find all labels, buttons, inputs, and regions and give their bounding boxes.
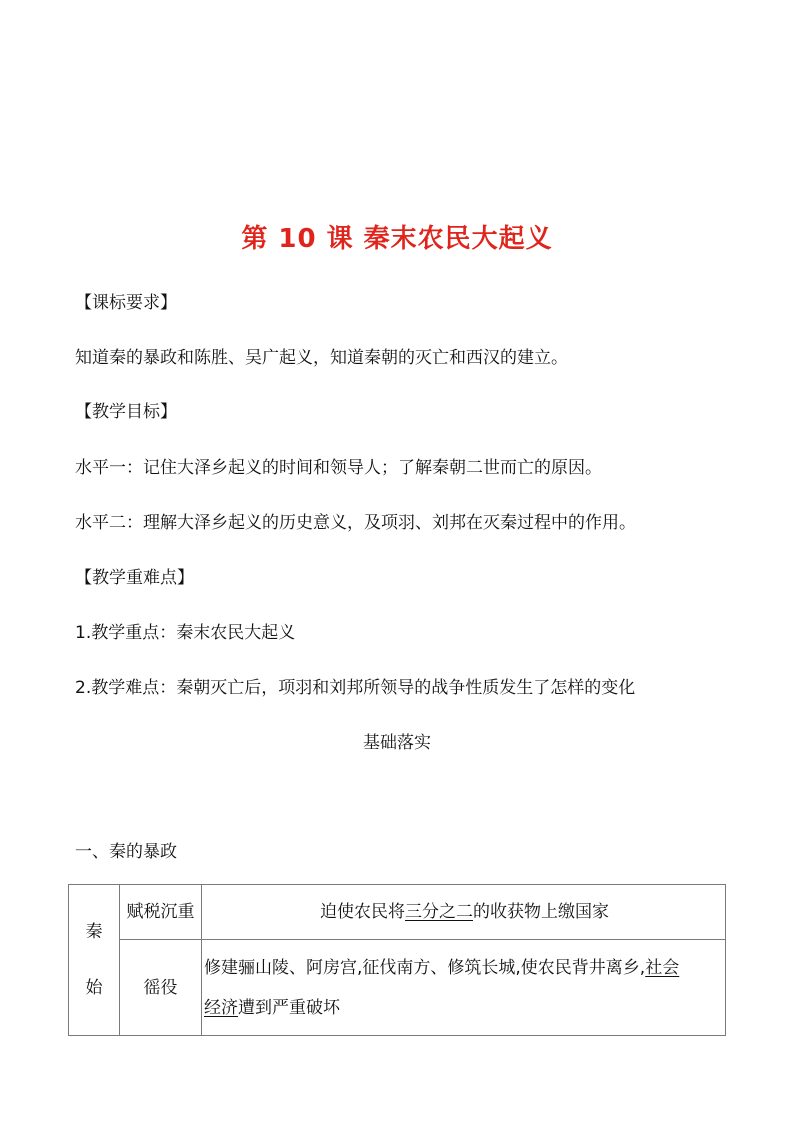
underlined-text: 社会 (645, 957, 680, 978)
description-text: 遭到严重破坏 (238, 997, 340, 1018)
basics-heading: 基础落实 (363, 733, 431, 753)
category-cell: 徭役 (120, 940, 202, 1036)
focus-key-point: 1.教学重点：秦末农民大起义 (75, 623, 296, 643)
standard-text: 知道秦的暴政和陈胜、吴广起义，知道秦朝的灭亡和西汉的建立。 (75, 348, 568, 368)
table-row (69, 885, 726, 940)
focus-heading: 【教学重难点】 (75, 568, 194, 588)
part-one-heading: 一、秦的暴政 (75, 842, 177, 862)
lesson-title: 第 10 课 秦末农民大起义 (241, 224, 553, 254)
description-text: 修建骊山陵、阿房宫,征伐南方、修筑长城,使农民背井离乡, (204, 957, 646, 978)
goal-level-two: 水平二：理解大泽乡起义的历史意义，及项羽、刘邦在灭秦过程中的作用。 (75, 513, 636, 533)
tyranny-table (68, 884, 726, 1036)
goal-level-one: 水平一：记住大泽乡起义的时间和领导人；了解秦朝二世而亡的原因。 (75, 458, 602, 478)
description-cell (202, 885, 726, 940)
description-cell (202, 940, 726, 1036)
focus-difficult-point: 2.教学难点：秦朝灭亡后，项羽和刘邦所领导的战争性质发生了怎样的变化 (75, 678, 636, 698)
category-cell: 赋税沉重 (120, 885, 202, 940)
ruler-char: 秦 (85, 922, 103, 942)
goals-heading: 【教学目标】 (75, 402, 177, 422)
underlined-text: 经济 (204, 997, 238, 1018)
description-text: 迫使农民将 (320, 902, 405, 922)
ruler-cell (69, 885, 120, 1036)
description-text: 的收获物上缴国家 (473, 902, 609, 922)
standard-heading: 【课标要求】 (75, 293, 177, 313)
ruler-char: 始 (85, 978, 103, 998)
table-row (69, 940, 726, 1036)
underlined-text: 三分之二 (405, 902, 473, 922)
